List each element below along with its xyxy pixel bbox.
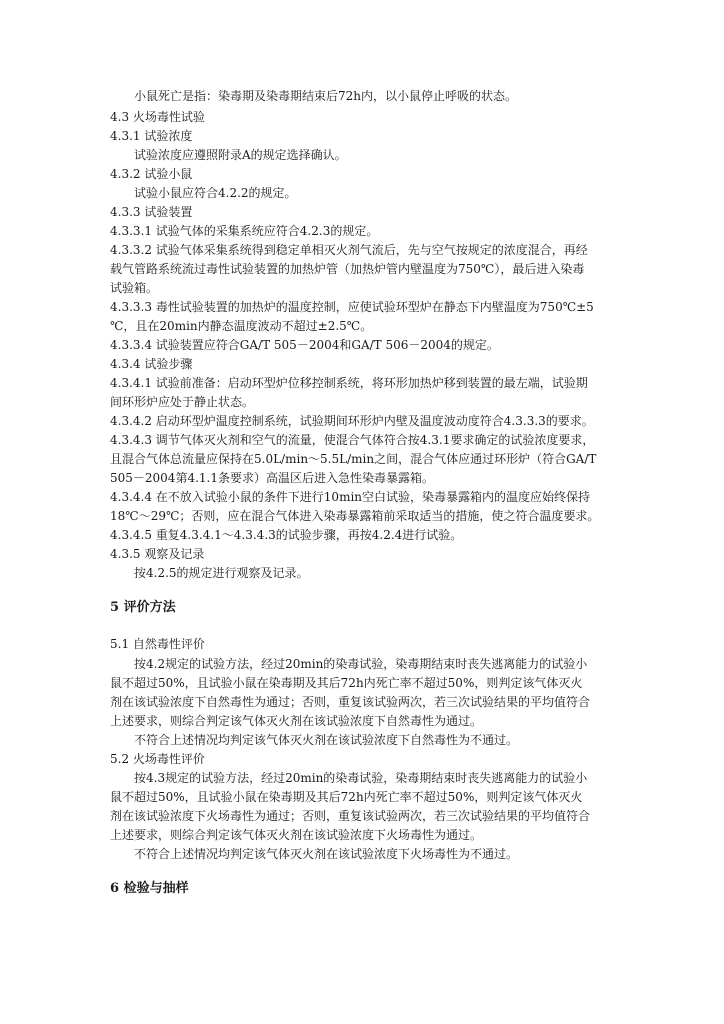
text-line: 18℃～29℃；否则，应在混合气体进入染毒暴露箱前采取适当的措施，使之符合温度要求。	[110, 509, 600, 523]
chapter-heading-5: 5 评价方法	[110, 600, 176, 615]
text-line: 上述要求，则综合判定该气体灭火剂在该试验浓度下火场毒性为通过。	[110, 828, 483, 842]
text-line: 按4.2.5的规定进行观察及记录。	[134, 566, 309, 580]
text-line: 4.3.4.4 在不放入试验小鼠的条件下进行10min空白试验，染毒暴露箱内的温度应始终保持	[110, 490, 591, 504]
subsection-heading: 4.3.1 试验浓度	[110, 129, 193, 143]
text-line: 4.3.4.5 重复4.3.4.1～4.3.4.3的试验步骤，再按4.2.4进行试验。	[110, 528, 463, 542]
text-line: 4.3.4.2 启动环型炉温度控制系统，试验期间环形炉内壁及温度波动度符合4.3.3.3的要求。	[110, 414, 594, 428]
text-line: 剂在该试验浓度下自然毒性为通过；否则，重复该试验两次，若三次试验结果的平均值符合	[110, 695, 591, 709]
chapter-heading-6: 6 检验与抽样	[110, 881, 189, 896]
text-line: 试验浓度应遵照附录A的规定选择确认。	[134, 148, 347, 162]
subsection-heading: 4.3.3 试验装置	[110, 205, 193, 219]
subsection-heading: 4.3.2 试验小鼠	[110, 167, 193, 181]
text-line: 按4.3规定的试验方法，经过20min的染毒试验，染毒期结束时丧失逃离能力的试验小	[134, 771, 588, 785]
text-line: 载气管路系统流过毒性试验装置的加热炉管（加热炉管内壁温度为750℃），最后进入染毒	[110, 262, 585, 276]
text-line: 4.3.4.3 调节气体灭火剂和空气的流量，使混合气体符合按4.3.1要求确定的试验浓度要求，	[110, 433, 595, 447]
text-line: 且混合气体总流量应保持在5.0L/min～5.5L/min之间，混合气体应通过环形炉（符合GA/T	[110, 452, 597, 466]
text-line: 试验小鼠应符合4.2.2的规定。	[134, 186, 297, 200]
text-line: 小鼠死亡是指：染毒期及染毒期结束后72h内，以小鼠停止呼吸的状态。	[134, 89, 518, 103]
text-line: 不符合上述情况均判定该气体灭火剂在该试验浓度下火场毒性为不通过。	[134, 847, 519, 861]
text-line: 4.3.3.1 试验气体的采集系统应符合4.2.3的规定。	[110, 224, 379, 238]
text-line: 4.3.3.3 毒性试验装置的加热炉的温度控制，应使试验环型炉在静态下内壁温度为750℃±5	[110, 300, 594, 314]
text-line: 不符合上述情况均判定该气体灭火剂在该试验浓度下自然毒性为不通过。	[134, 733, 519, 747]
text-line: 4.3.4.1 试验前准备：启动环型炉位移控制系统，将环形加热炉移到装置的最左端，试验期	[110, 376, 588, 390]
text-line: 505－2004第4.1.1条要求）高温区后进入急性染毒暴露箱。	[110, 471, 434, 485]
text-line: 鼠不超过50%，且试验小鼠在染毒期及其后72h内死亡率不超过50%，则判定该气体灭火	[110, 676, 583, 690]
section-heading-4-3: 4.3 火场毒性试验	[110, 110, 205, 124]
text-line: 间环形炉应处于静止状态。	[110, 395, 255, 409]
text-line: 试验箱。	[110, 281, 159, 295]
text-line: 4.3.3.2 试验气体采集系统得到稳定单相灭火剂气流后，先与空气按规定的浓度混合，再经	[110, 243, 588, 257]
section-heading-5-1: 5.1 自然毒性评价	[110, 637, 205, 651]
text-line: 4.3.3.4 试验装置应符合GA/T 505－2004和GA/T 506－2004的规定。	[110, 338, 499, 352]
text-line: 剂在该试验浓度下火场毒性为通过；否则，重复该试验两次，若三次试验结果的平均值符合	[110, 809, 591, 823]
subsection-heading: 4.3.4 试验步骤	[110, 357, 193, 371]
section-heading-5-2: 5.2 火场毒性评价	[110, 752, 205, 766]
text-line: 鼠不超过50%，且试验小鼠在染毒期及其后72h内死亡率不超过50%，则判定该气体灭火	[110, 790, 583, 804]
text-line: 按4.2规定的试验方法，经过20min的染毒试验，染毒期结束时丧失逃离能力的试验小	[134, 657, 588, 671]
text-line: ℃，且在20min内静态温度波动不超过±2.5℃。	[110, 319, 373, 333]
subsection-heading: 4.3.5 观察及记录	[110, 547, 205, 561]
text-line: 上述要求，则综合判定该气体灭火剂在该试验浓度下自然毒性为通过。	[110, 714, 483, 728]
